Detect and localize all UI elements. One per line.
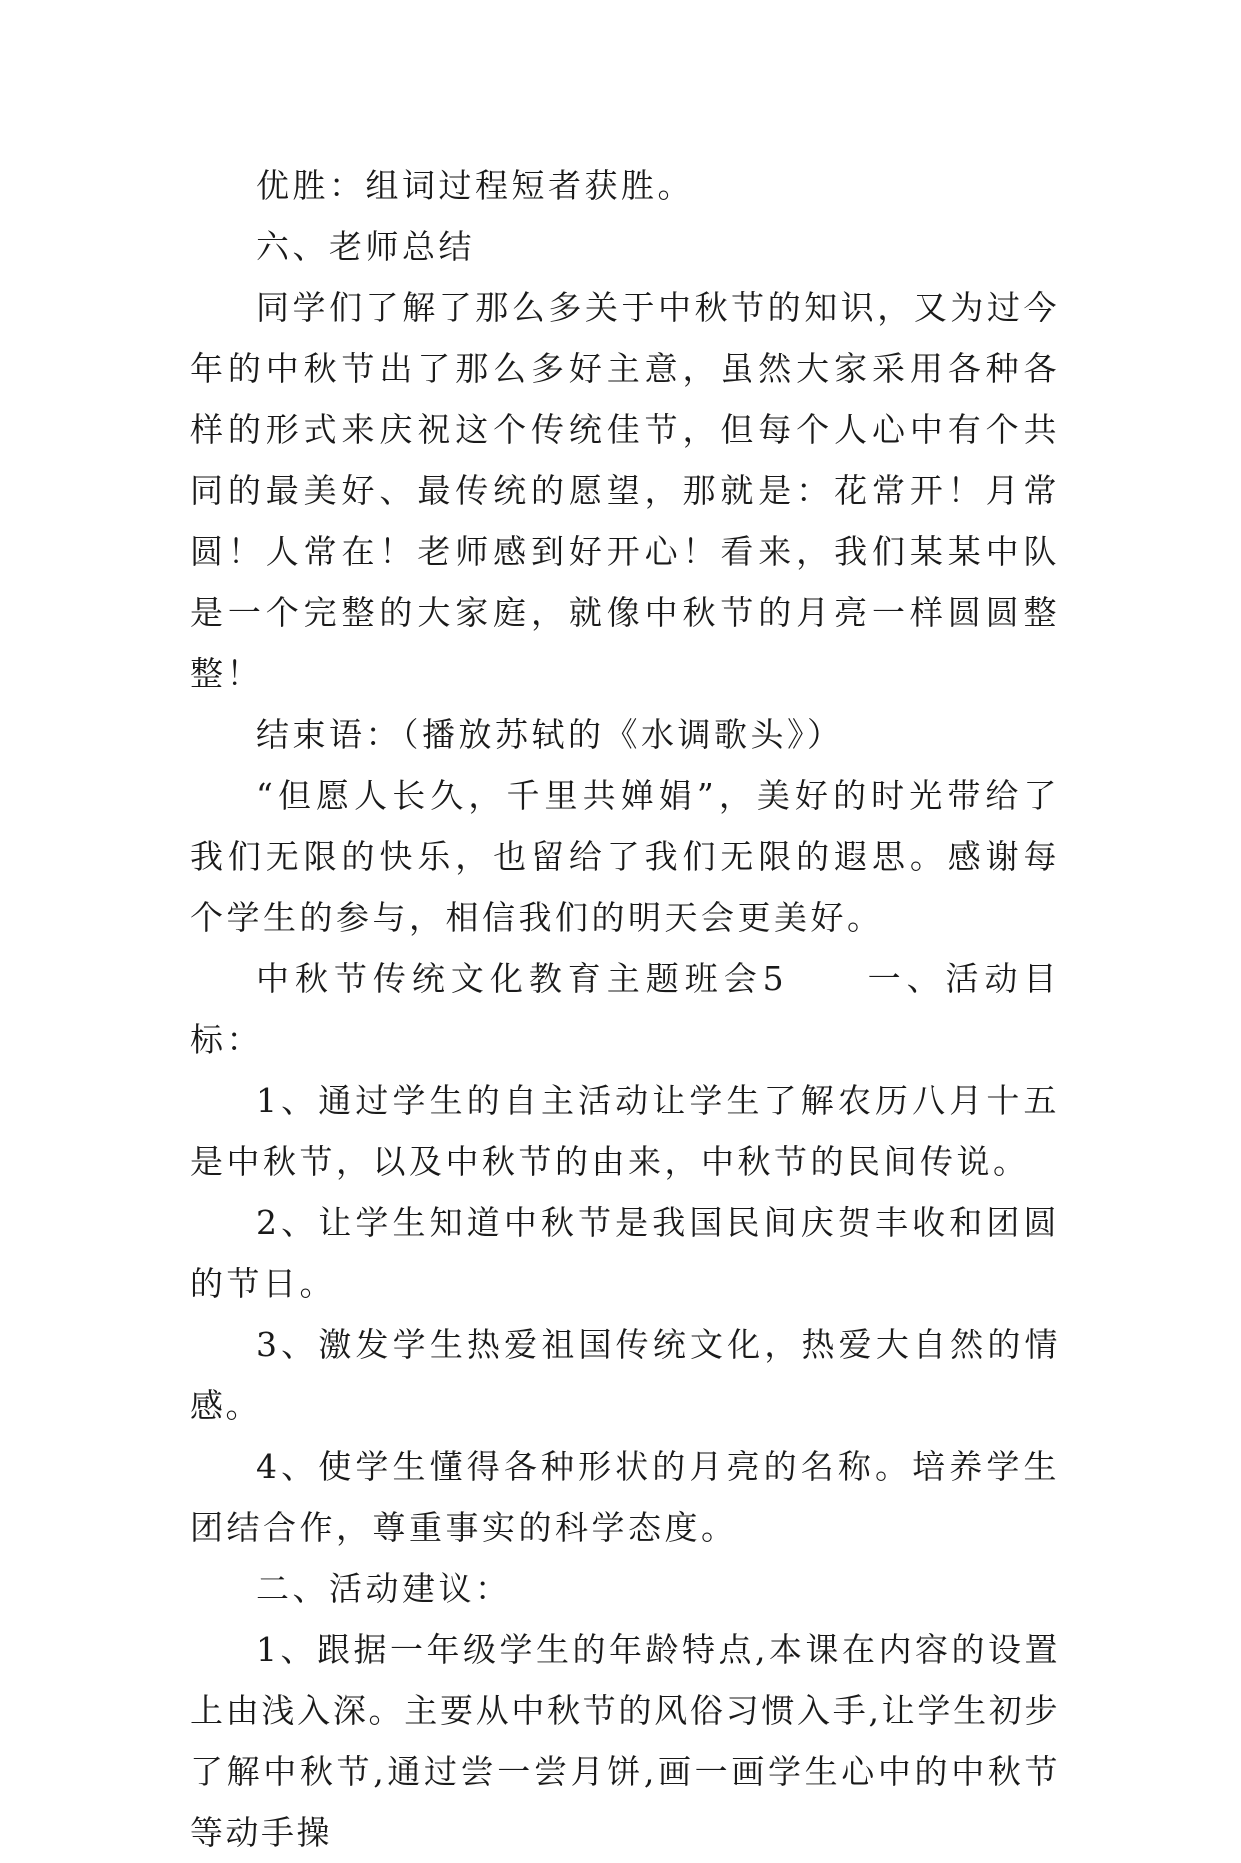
paragraph-teacher-summary: 同学们了解了那么多关于中秋节的知识，又为过今年的中秋节出了那么多好主意，虽然大家采用各种各样的形式来庆祝这个传统佳节，但每个人心中有个共同的最美好、最传统的愿望，那就是：花常开！月常圆！人常在！老师感到好开心！看来，我们某某中队是一个完整的大家庭，就像中秋节的月亮一样圆圆整整！ xyxy=(190,288,1060,693)
objective-item-4: 4、使学生懂得各种形状的月亮的名称。培养学生团结合作，尊重事实的科学态度。 xyxy=(190,1447,1060,1547)
heading-teacher-summary: 六、老师总结 xyxy=(256,227,475,266)
paragraph-closing-remarks: 结束语：（播放苏轼的《水调歌头》） xyxy=(256,715,844,754)
heading-activity-suggestions: 二、活动建议： xyxy=(256,1569,512,1608)
objective-item-2: 2、让学生知道中秋节是我国民间庆贺丰收和团圆的节日。 xyxy=(190,1203,1060,1303)
objective-item-3: 3、激发学生热爱祖国传统文化，热爱大自然的情感。 xyxy=(190,1325,1060,1425)
objective-item-1: 1、通过学生的自主活动让学生了解农历八月十五是中秋节，以及中秋节的由来，中秋节的民间传说。 xyxy=(190,1081,1060,1181)
heading-section-5-objectives: 中秋节传统文化教育主题班会5 一、活动目标： xyxy=(190,959,1060,1059)
paragraph-closing-quote: “但愿人长久，千里共婵娟”，美好的时光带给了我们无限的快乐，也留给了我们无限的遐思。感谢每个学生的参与，相信我们的明天会更美好。 xyxy=(190,776,1060,937)
paragraph-winning-rule: 优胜：组词过程短者获胜。 xyxy=(256,166,694,205)
document-body xyxy=(190,155,1060,1863)
suggestion-item-1: 1、跟据一年级学生的年龄特点,本课在内容的设置上由浅入深。主要从中秋节的风俗习惯入手,让学生初步了解中秋节,通过尝一尝月饼,画一画学生心中的中秋节等动手操 xyxy=(190,1630,1060,1852)
